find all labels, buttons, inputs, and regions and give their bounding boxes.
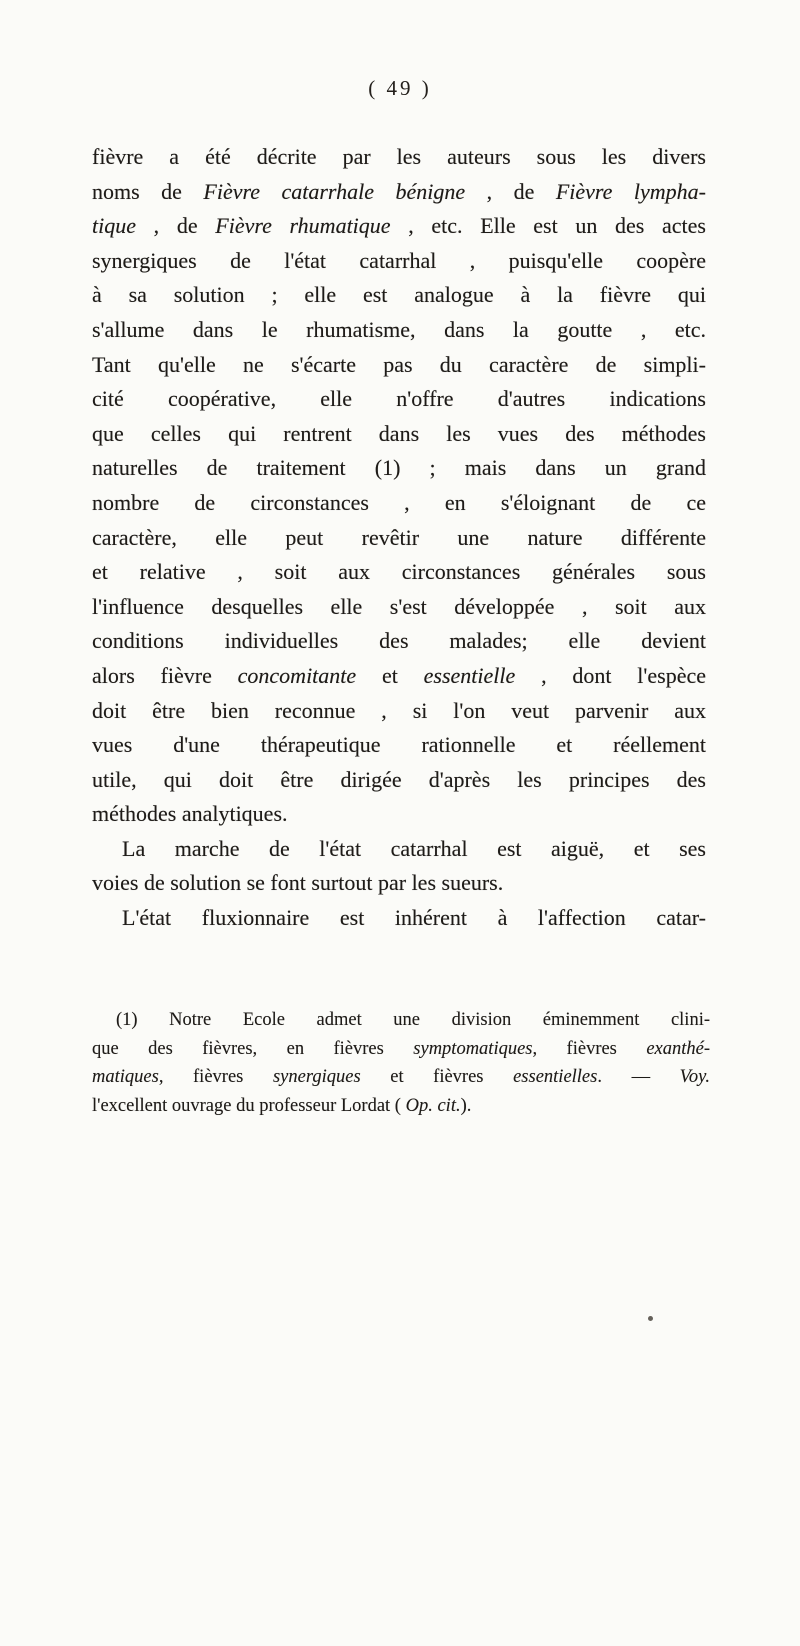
text-run: (1) Notre Ecole admet une division éminemment clini- — [116, 1010, 710, 1030]
text-run: doit être bien reconnue , si l'on veut parvenir aux — [92, 697, 706, 723]
text-line — [92, 590, 706, 625]
text-run: , fièvres — [532, 1038, 647, 1059]
text-run: naturelles de traitement (1) ; mais dans un grand — [92, 455, 706, 481]
italic-run: tique — [92, 213, 136, 239]
text-run: nombre de circonstances , en s'éloignant de ce — [92, 489, 706, 515]
text-line — [92, 521, 706, 556]
italic-run: Fièvre catarrhale bénigne — [203, 178, 466, 204]
text-line — [92, 901, 706, 936]
text-run: et — [356, 662, 424, 688]
text-line — [92, 694, 706, 729]
text-line — [92, 1035, 710, 1064]
text-run: , de — [136, 213, 216, 239]
text-run: La marche de l'état catarrhal est aiguë, et ses — [122, 835, 706, 861]
text-run: , de — [465, 178, 556, 204]
text-line — [92, 832, 706, 867]
text-run: méthodes analytiques. — [92, 801, 288, 827]
text-run: , fièvres — [158, 1067, 273, 1087]
text-line — [92, 1006, 710, 1035]
text-run: que celles qui rentrent dans les vues des méthodes — [92, 420, 706, 446]
text-line — [92, 866, 706, 901]
text-run: que des fièvres, en fièvres — [92, 1038, 414, 1059]
text-run: , etc. Elle est un des actes — [390, 213, 706, 239]
text-run: , dont l'espèce — [515, 662, 706, 688]
text-run: utile, qui doit être dirigée d'après les principes des — [92, 766, 706, 792]
text-run: . — — [597, 1067, 680, 1087]
text-line — [92, 728, 706, 763]
text-line — [92, 486, 706, 521]
text-line — [92, 1092, 710, 1121]
text-run: l'excellent ouvrage du professeur Lordat ( — [92, 1095, 406, 1116]
text-run: L'état fluxionnaire est inhérent à l'affection catar- — [122, 905, 706, 931]
text-line — [92, 659, 706, 694]
text-run: caractère, elle peut revêtir une nature différente — [92, 524, 706, 550]
text-run: noms de — [92, 178, 204, 204]
text-run: ). — [460, 1095, 472, 1116]
text-run: fièvre a été décrite par les auteurs sous les divers — [92, 144, 706, 169]
text-line — [92, 555, 706, 590]
italic-run: Voy. — [679, 1067, 710, 1087]
text-run: cité coopérative, elle n'offre d'autres indications — [92, 386, 706, 412]
text-run: conditions individuelles des malades; elle devient — [92, 628, 706, 654]
body-text — [92, 140, 706, 936]
italic-run: essentielle — [423, 662, 516, 688]
italic-run: Op. cit. — [405, 1095, 461, 1116]
text-run: voies de solution se font surtout par les sueurs. — [92, 870, 504, 896]
text-line — [92, 1063, 710, 1092]
text-line — [92, 140, 706, 175]
scan-speck — [648, 1316, 653, 1321]
text-line — [92, 313, 706, 348]
text-line — [92, 451, 706, 486]
text-run: alors fièvre — [92, 662, 238, 688]
text-run: vues d'une thérapeutique rationnelle et réellement — [92, 732, 706, 758]
text-run: l'influence desquelles elle s'est développée , soit aux — [92, 593, 706, 619]
italic-run: synergiques — [272, 1067, 361, 1087]
italic-run: symptomatiques — [413, 1038, 533, 1059]
text-run: synergiques de l'état catarrhal , puisqu'elle coopère — [92, 247, 706, 273]
footnote — [92, 1006, 710, 1120]
text-line — [92, 175, 706, 210]
italic-run: Fièvre rhumatique — [215, 213, 391, 239]
text-line — [92, 763, 706, 798]
text-run: et fièvres — [360, 1067, 514, 1087]
text-line — [92, 797, 706, 832]
italic-run: Fièvre lympha- — [555, 178, 706, 204]
italic-run: exanthé- — [646, 1038, 711, 1059]
italic-run: concomitante — [237, 662, 357, 688]
text-line — [92, 244, 706, 279]
text-line — [92, 209, 706, 244]
text-line — [92, 278, 706, 313]
italic-run: essentielles — [513, 1067, 598, 1087]
text-run: s'allume dans le rhumatisme, dans la goutte , etc. — [92, 316, 706, 342]
text-run: et relative , soit aux circonstances générales sous — [92, 559, 706, 585]
text-run: Tant qu'elle ne s'écarte pas du caractère de simpli- — [92, 351, 706, 377]
text-line — [92, 348, 706, 383]
page-number: ( 49 ) — [368, 76, 432, 100]
italic-run: matiques — [92, 1067, 159, 1087]
text-line — [92, 417, 706, 452]
text-run: à sa solution ; elle est analogue à la fièvre qui — [92, 282, 706, 308]
text-line — [92, 382, 706, 417]
text-line — [92, 624, 706, 659]
